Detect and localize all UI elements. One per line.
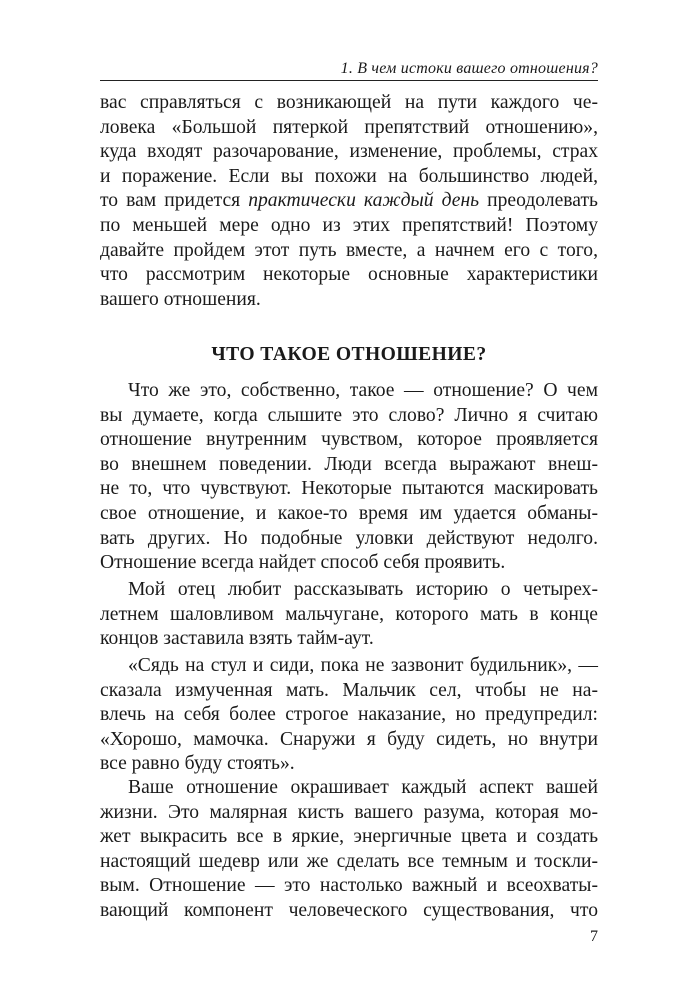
- text-line: концов заставила взять тайм-аут.: [100, 628, 374, 650]
- text-line: отношение внутренним чувством, которое проявляется: [100, 429, 598, 451]
- text-line: все равно буду стоять».: [100, 753, 295, 775]
- text-line: вым. Отношение — это настолько важный и всеохваты-: [100, 875, 598, 897]
- text-line: по меньшей мере одно из этих препятствий! Поэтому: [100, 214, 598, 236]
- text-line: настоящий шедевр или же сделать все темным и тоскли-: [100, 850, 598, 872]
- text-line: «Сядь на стул и сиди, пока не зазвонит будильник», —: [128, 655, 598, 676]
- text-line: вать других. Но подобные уловки действуют недолго.: [100, 527, 598, 549]
- paragraph-1: [100, 379, 598, 576]
- intro-paragraph: [100, 91, 598, 312]
- text-line: «Хорошо, мамочка. Снаружи я буду сидеть, но внутри: [100, 728, 598, 750]
- text-line: что рассмотрим некоторые основные характеристики: [100, 264, 598, 286]
- text-line: жет выкрасить все в яркие, энергичные цвета и создать: [100, 826, 598, 848]
- text-line: свое отношение, и какое-то время им удается обманы-: [100, 502, 598, 524]
- emphasis-text: практически каждый день: [248, 190, 480, 212]
- text-line: Ваше отношение окрашивает каждый аспект вашей: [128, 777, 598, 798]
- text-line: сказала измученная мать. Мальчик сел, чтобы не на-: [100, 679, 598, 701]
- paragraph-3: [100, 654, 598, 777]
- text-line: куда входят разочарование, изменение, проблемы, страх: [100, 141, 598, 163]
- text-segment: то вам придется: [100, 190, 249, 212]
- running-head: 1. В чем истоки вашего отношения?: [340, 60, 598, 77]
- text-line: влечь на себя более строгое наказание, но предупредил:: [100, 704, 598, 726]
- section-heading: ЧТО ТАКОЕ ОТНОШЕНИЕ?: [211, 344, 487, 365]
- text-line: жизни. Это малярная кисть вашего разума, которая мо-: [100, 801, 598, 823]
- paragraph-2: [100, 578, 598, 652]
- text-line: вающий компонент человеческого существования, что: [100, 899, 598, 921]
- paragraph-4: [100, 776, 598, 924]
- text-line: не то, что чувствуют. Некоторые пытаются маскировать: [100, 478, 598, 500]
- text-line: Отношение всегда найдет способ себя проявить.: [100, 552, 506, 574]
- text-line: и поражение. Если вы похожи на большинство людей,: [100, 165, 598, 187]
- text-line: Что же это, собственно, такое — отношение? О чем: [128, 380, 598, 401]
- text-line: ловека «Большой пятеркой препятствий отношению»,: [100, 116, 598, 138]
- text-line: Мой отец любит рассказывать историю о четырех-: [128, 579, 598, 600]
- text-line: давайте пройдем этот путь вместе, а начнем его с того,: [100, 239, 598, 261]
- text-line: летнем шаловливом мальчугане, которого мать в конце: [100, 603, 598, 625]
- text-line-with-emphasis: [100, 189, 598, 214]
- text-line: вашего отношения.: [100, 288, 261, 310]
- text-line: вас справляться с возникающей на пути каждого че-: [100, 92, 598, 113]
- header-rule: [100, 80, 598, 81]
- page-number: 7: [590, 928, 598, 945]
- text-line: во внешнем поведении. Люди всегда выражают внеш-: [100, 453, 598, 475]
- text-segment: преодолевать: [479, 190, 598, 212]
- text-line: вы думаете, когда слышите это слово? Лично я считаю: [100, 404, 598, 426]
